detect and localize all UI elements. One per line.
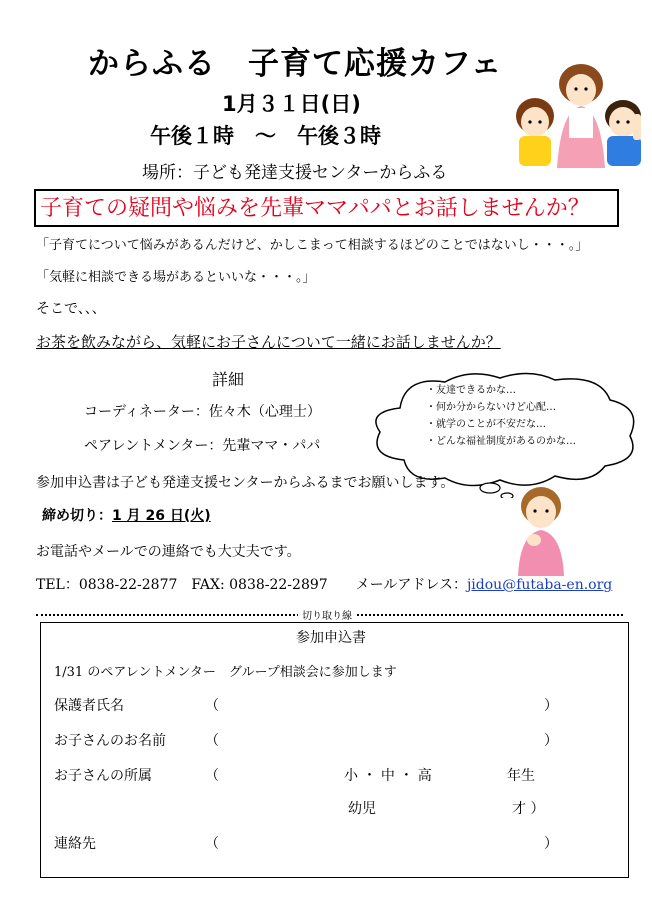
cut-label: 切り取り線 [298,607,356,622]
guardian-name-open[interactable]: （ [205,698,219,714]
contact-close: ） [544,836,558,852]
phone-note: お電話やメールでの連絡でも大丈夫です。 [36,544,301,560]
child-name-label: お子さんのお名前 [54,733,166,749]
details-heading: 詳細 [212,370,245,389]
age-unit: 才 ） [512,801,545,817]
parent-mentor-line: ペアレントメンター：先輩ママ・パパ [84,438,321,454]
preschool-label[interactable]: 幼児 [348,801,376,817]
page-title: からふる 子育て応援カフェ [88,46,503,82]
affiliation-open[interactable]: （ [205,768,219,784]
school-levels[interactable]: 小 ・ 中 ・ 高 [344,768,432,784]
child-name-close: ） [544,733,558,749]
tel-fax-text: TEL：0838-22-2877 FAX: 0838-22-2897 メールアドレス： [36,577,467,593]
quote-1: 「子育てについて悩みがあるんだけど、かしこまって相談するほどのことではないし・・・。」 [36,238,589,253]
cloud-item: ・どんな福祉制度があるのかな… [426,436,576,447]
event-date: 1月３１日(日) [222,92,361,116]
invitation-text: お茶を飲みながら、気軽にお子さんについて一緒にお話しませんか？ [36,333,501,351]
event-place: 場所：子ども発達支援センターからふる [142,163,448,183]
quote-2: 「気軽に相談できる場があるといいな・・・。」 [36,270,316,285]
guardian-name-label: 保護者氏名 [54,698,124,714]
grade-unit: 年生 [507,768,535,784]
contact-label: 連絡先 [54,836,96,852]
deadline-label: 締め切り： [42,508,112,524]
guardian-name-close: ） [544,698,558,714]
family-illustration-icon [505,58,650,170]
event-time: 午後１時 ～ 午後３時 [150,124,381,148]
application-note: 参加申込書は子ども発達支援センターからふるまでお願いします。 [36,475,455,491]
cloud-item: ・友達できるかな… [426,385,516,396]
transition-text: そこで、、、 [36,301,106,317]
deadline-line [42,505,211,525]
coordinator-line: コーディネーター：佐々木（心理士） [84,404,321,420]
child-name-open[interactable]: （ [205,733,219,749]
cloud-item: ・就学のことが不安だな… [426,419,546,430]
cut-line [36,607,623,621]
form-participation-line: 1/31 のペアレントメンター グループ相談会に参加します [54,665,397,680]
contact-line [36,574,612,594]
email-link[interactable]: jidou@futaba-en.org [466,577,613,593]
form-heading: 参加申込書 [296,630,366,646]
headline: 子育ての疑問や悩みを先輩ママパパとお話しませんか？ [40,196,590,221]
cloud-item: ・何か分からないけど心配… [426,402,556,413]
affiliation-label: お子さんの所属 [54,768,152,784]
cloud-text [426,382,576,450]
contact-open[interactable]: （ [205,836,219,852]
thinking-woman-icon [510,484,572,576]
deadline-value: 1 月 26 日(火) [112,508,211,524]
